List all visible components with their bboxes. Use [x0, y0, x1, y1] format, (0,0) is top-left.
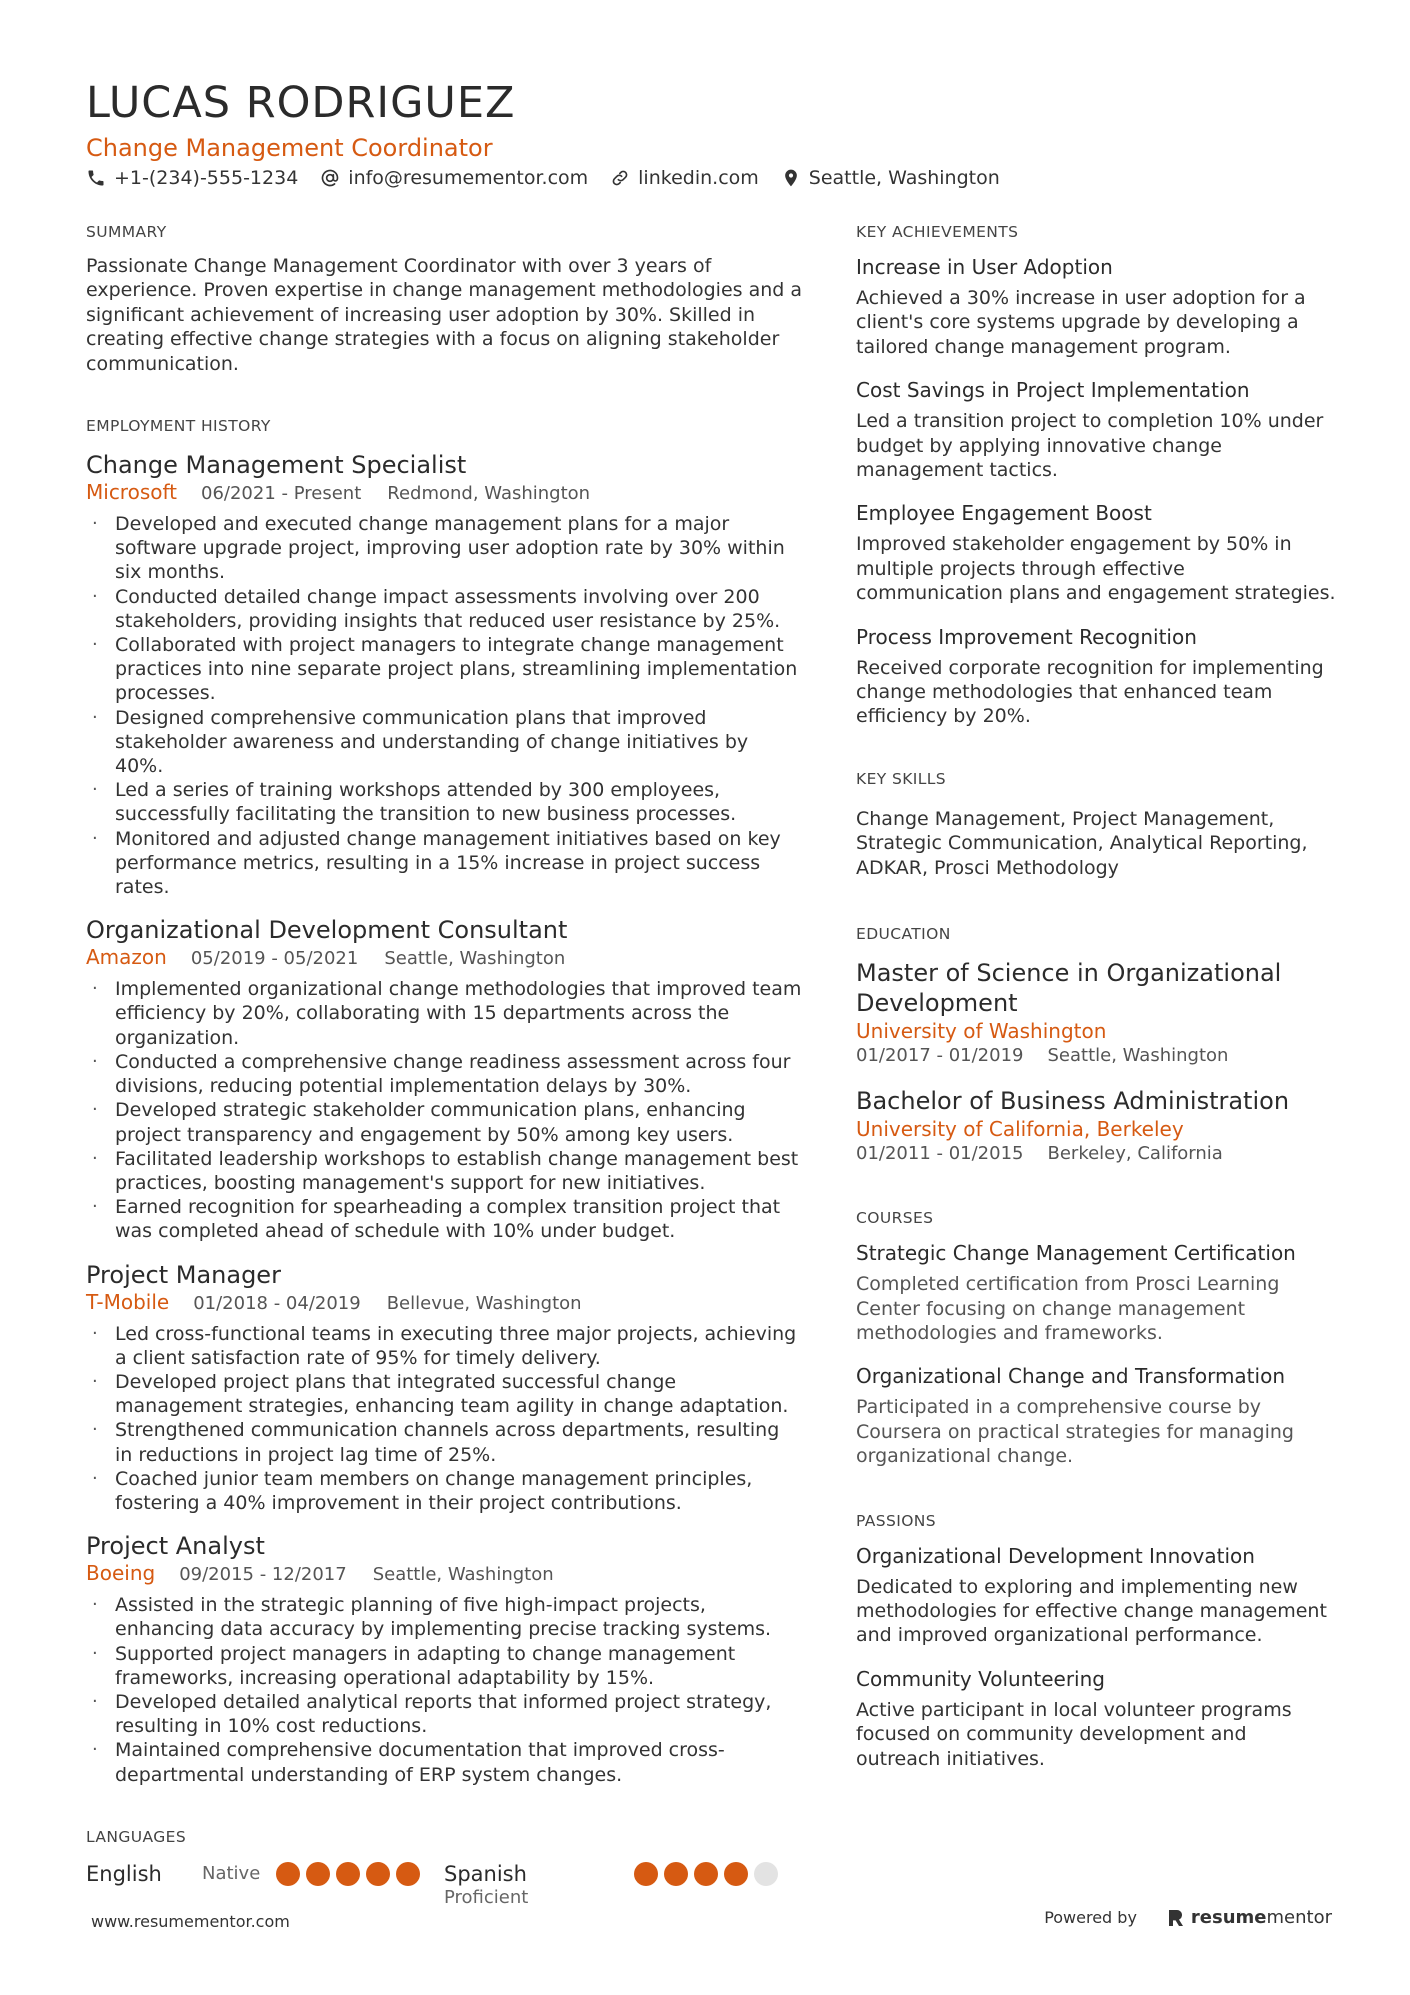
footer-website[interactable]: www.resumementor.com	[91, 1912, 290, 1931]
job-company: Boeing	[86, 1561, 156, 1586]
link-icon	[610, 168, 630, 188]
passion-title: Community Volunteering	[856, 1666, 1105, 1691]
achievement-item	[856, 254, 1336, 359]
job-location: Seattle, Washington	[384, 948, 566, 970]
achievement-desc: Received corporate recognition for implementing change methodologies that enhanced team efficiency by 20%.	[856, 656, 1324, 728]
language-level: Native	[202, 1862, 261, 1884]
education-heading: EDUCATION	[856, 925, 951, 944]
achievements-section	[856, 222, 1336, 729]
phone-text: +1-(234)-555-1234	[114, 167, 299, 189]
job-meta	[86, 945, 802, 971]
language-item	[444, 1861, 802, 1909]
skills-text: Change Management, Project Management, Strategic Communication, Analytical Reporting, ADKAR, Prosci Methodology	[856, 807, 1308, 879]
summary-heading: SUMMARY	[86, 223, 167, 241]
brand-text-bold: resume	[1190, 1907, 1267, 1928]
rating-dot-filled	[694, 1862, 718, 1886]
education-location: Seattle, Washington	[1047, 1045, 1229, 1067]
employment-heading: EMPLOYMENT HISTORY	[86, 417, 271, 436]
email-text: info@resumementor.com	[348, 167, 589, 189]
education-location: Berkeley, California	[1047, 1143, 1223, 1165]
job-dates: 06/2021 - Present	[201, 483, 362, 505]
job-title: Change Management Specialist	[86, 451, 467, 480]
course-title: Organizational Change and Transformation	[856, 1364, 1285, 1389]
courses-section	[856, 1208, 1336, 1468]
job-location: Redmond, Washington	[387, 483, 591, 505]
job-bullet: · Collaborated with project managers to integrate change management practices into nine separate project plans, streamlining implementation processes.	[86, 633, 802, 706]
education-meta	[856, 1142, 1336, 1166]
education-degree: Master of Science in Organizational Development	[856, 959, 1282, 1018]
job-bullet: · Maintained comprehensive documentation that improved cross-departmental understanding of ERP system changes.	[86, 1738, 802, 1786]
achievement-title: Process Improvement Recognition	[856, 624, 1197, 649]
job-entry	[86, 1260, 802, 1516]
location-pin-icon	[781, 168, 801, 188]
candidate-name: LUCAS RODRIGUEZ	[86, 78, 516, 128]
achievement-item	[856, 377, 1336, 482]
job-location: Seattle, Washington	[372, 1564, 554, 1586]
education-section	[856, 924, 1336, 1166]
passion-item	[856, 1543, 1336, 1648]
course-desc: Completed certification from Prosci Learning Center focusing on change management methodologies and frameworks.	[856, 1273, 1280, 1344]
job-entry	[86, 450, 802, 899]
language-item	[86, 1861, 444, 1887]
right-column	[856, 222, 1336, 1771]
job-bullet: · Led a series of training workshops attended by 300 employees, successfully facilitating the transition to new business processes.	[86, 778, 802, 826]
achievement-desc: Led a transition project to completion 10% under budget by applying innovative change management tactics.	[856, 410, 1324, 482]
language-name: Spanish	[444, 1861, 527, 1886]
left-column	[86, 222, 802, 1909]
job-bullets	[86, 977, 802, 1243]
job-bullet: · Supported project managers in adapting to change management frameworks, increasing operational adaptability by 15%.	[86, 1642, 802, 1690]
job-bullet: · Implemented organizational change methodologies that improved team efficiency by 20%, collaborating with 15 departments across the organization.	[86, 977, 802, 1050]
languages-heading: LANGUAGES	[86, 1827, 187, 1846]
rating-dot-filled	[336, 1862, 360, 1886]
language-rating	[276, 1861, 426, 1887]
skills-heading: KEY SKILLS	[856, 769, 947, 788]
job-title: Project Analyst	[86, 1532, 265, 1561]
job-meta	[86, 480, 802, 506]
job-company: Microsoft	[86, 480, 178, 505]
location-text: Seattle, Washington	[808, 167, 1000, 189]
job-bullet: · Facilitated leadership workshops to establish change management best practices, boosting management's support for new initiatives.	[86, 1147, 802, 1195]
phone-icon	[86, 168, 106, 188]
achievement-desc: Improved stakeholder engagement by 50% in multiple projects through effective communication plans and engagement strategies.	[856, 533, 1336, 605]
education-meta	[856, 1044, 1336, 1068]
course-item	[856, 1363, 1336, 1468]
course-item	[856, 1240, 1336, 1345]
job-bullet: · Conducted detailed change impact assessments involving over 200 stakeholders, providing insights that reduced user resistance by 25%.	[86, 585, 802, 633]
achievement-desc: Achieved a 30% increase in user adoption for a client's core systems upgrade by developing a tailored change management program.	[856, 287, 1306, 358]
course-desc: Participated in a comprehensive course by Coursera on practical strategies for managing organizational change.	[856, 1396, 1294, 1468]
brand-logo-icon	[1167, 1908, 1185, 1928]
footer-branding	[1044, 1907, 1332, 1928]
languages-row	[86, 1861, 802, 1909]
education-degree: Bachelor of Business Administration	[856, 1087, 1290, 1116]
job-bullet: · Designed comprehensive communication plans that improved stakeholder awareness and understanding of change initiatives by 40%.	[86, 706, 802, 779]
job-meta	[86, 1561, 802, 1587]
job-bullet: · Monitored and adjusted change management initiatives based on key performance metrics, resulting in a 15% increase in project success rates.	[86, 827, 802, 900]
education-dates: 01/2017 - 01/2019	[856, 1045, 1024, 1067]
job-entry	[86, 915, 802, 1243]
passion-desc: Active participant in local volunteer programs focused on community development and outreach initiatives.	[856, 1698, 1292, 1770]
achievement-title: Cost Savings in Project Implementation	[856, 378, 1250, 403]
summary-section	[86, 222, 802, 376]
job-bullet: · Assisted in the strategic planning of five high-impact projects, enhancing data accuracy by implementing precise tracking systems.	[86, 1593, 802, 1641]
achievement-item	[856, 624, 1336, 729]
resumementor-logo[interactable]	[1167, 1907, 1332, 1928]
job-dates: 01/2018 - 04/2019	[193, 1292, 361, 1314]
language-name: English	[86, 1861, 162, 1886]
education-school: University of Washington	[856, 1019, 1107, 1044]
achievements-heading: KEY ACHIEVEMENTS	[856, 223, 1019, 241]
summary-text: Passionate Change Management Coordinator with over 3 years of experience. Proven expertise in change management methodologies and a significant achievement of increasing user adoption by 30%. Skilled in creating effective change strategies with a focus on aligning stakeholder communication.	[86, 255, 802, 375]
achievement-title: Employee Engagement Boost	[856, 501, 1152, 526]
passions-section	[856, 1511, 1336, 1771]
job-bullet: · Strengthened communication channels across departments, resulting in reductions in project lag time of 25%.	[86, 1418, 802, 1466]
rating-dot-filled	[396, 1862, 420, 1886]
skills-section	[856, 769, 1336, 880]
job-dates: 09/2015 - 12/2017	[179, 1564, 347, 1586]
job-bullet: · Conducted a comprehensive change readiness assessment across four divisions, reducing potential implementation delays by 30%.	[86, 1050, 802, 1098]
rating-dot-empty	[754, 1862, 778, 1886]
rating-dot-filled	[366, 1862, 390, 1886]
education-item	[856, 958, 1336, 1068]
job-location: Bellevue, Washington	[386, 1292, 582, 1314]
job-company: T-Mobile	[86, 1289, 170, 1314]
job-bullets	[86, 1593, 802, 1787]
job-company: Amazon	[86, 945, 167, 970]
passion-item	[856, 1666, 1336, 1771]
achievement-item	[856, 500, 1336, 605]
education-item	[856, 1086, 1336, 1166]
job-bullet: · Developed detailed analytical reports that informed project strategy, resulting in 10% cost reductions.	[86, 1690, 802, 1738]
job-bullets	[86, 1322, 802, 1516]
powered-by-label: Powered by	[1044, 1908, 1137, 1927]
candidate-title: Change Management Coordinator	[86, 134, 493, 162]
rating-dot-filled	[634, 1862, 658, 1886]
job-bullet: · Developed and executed change management plans for a major software upgrade project, improving user adoption rate by 30% within six months.	[86, 512, 802, 585]
job-bullet: · Developed project plans that integrated successful change management strategies, enhancing team agility in change adaptation.	[86, 1370, 802, 1418]
language-rating	[634, 1861, 784, 1887]
contact-linkedin[interactable]	[610, 167, 759, 189]
contact-phone[interactable]	[86, 167, 298, 189]
job-entry	[86, 1531, 802, 1787]
job-bullet: · Earned recognition for spearheading a complex transition project that was completed ahead of schedule with 10% under budget.	[86, 1195, 802, 1243]
achievement-title: Increase in User Adoption	[856, 255, 1113, 279]
education-school: University of California, Berkeley	[856, 1117, 1184, 1142]
job-bullet: · Coached junior team members on change management principles, fostering a 40% improvement in their project contributions.	[86, 1467, 802, 1515]
contact-email[interactable]	[320, 167, 588, 189]
language-level: Proficient	[444, 1886, 529, 1908]
rating-dot-filled	[664, 1862, 688, 1886]
language-stack	[444, 1861, 632, 1909]
job-meta	[86, 1290, 802, 1316]
passion-desc: Dedicated to exploring and implementing new methodologies for effective change management and improved organizational performance.	[856, 1575, 1327, 1647]
course-title: Strategic Change Management Certification	[856, 1241, 1296, 1266]
job-bullets	[86, 512, 802, 899]
job-bullet: · Developed strategic stakeholder communication plans, enhancing project transparency and engagement by 50% among key users.	[86, 1098, 802, 1146]
rating-dot-filled	[276, 1862, 300, 1886]
job-dates: 05/2019 - 05/2021	[190, 948, 359, 970]
passions-heading: PASSIONS	[856, 1511, 937, 1530]
linkedin-text: linkedin.com	[638, 167, 759, 189]
contact-location	[781, 167, 1000, 189]
employment-section	[86, 416, 802, 1787]
brand-text-regular: mentor	[1266, 1907, 1332, 1928]
job-title: Organizational Development Consultant	[86, 916, 568, 945]
rating-dot-filled	[306, 1862, 330, 1886]
education-dates: 01/2011 - 01/2015	[856, 1143, 1024, 1165]
at-sign-icon	[320, 168, 340, 188]
languages-section	[86, 1827, 802, 1909]
job-title: Project Manager	[86, 1260, 281, 1289]
contact-bar	[86, 164, 1022, 192]
courses-heading: COURSES	[856, 1209, 934, 1228]
rating-dot-filled	[724, 1862, 748, 1886]
passion-title: Organizational Development Innovation	[856, 1543, 1255, 1568]
job-bullet: · Led cross-functional teams in executing three major projects, achieving a client satisfaction rate of 95% for timely delivery.	[86, 1322, 802, 1370]
